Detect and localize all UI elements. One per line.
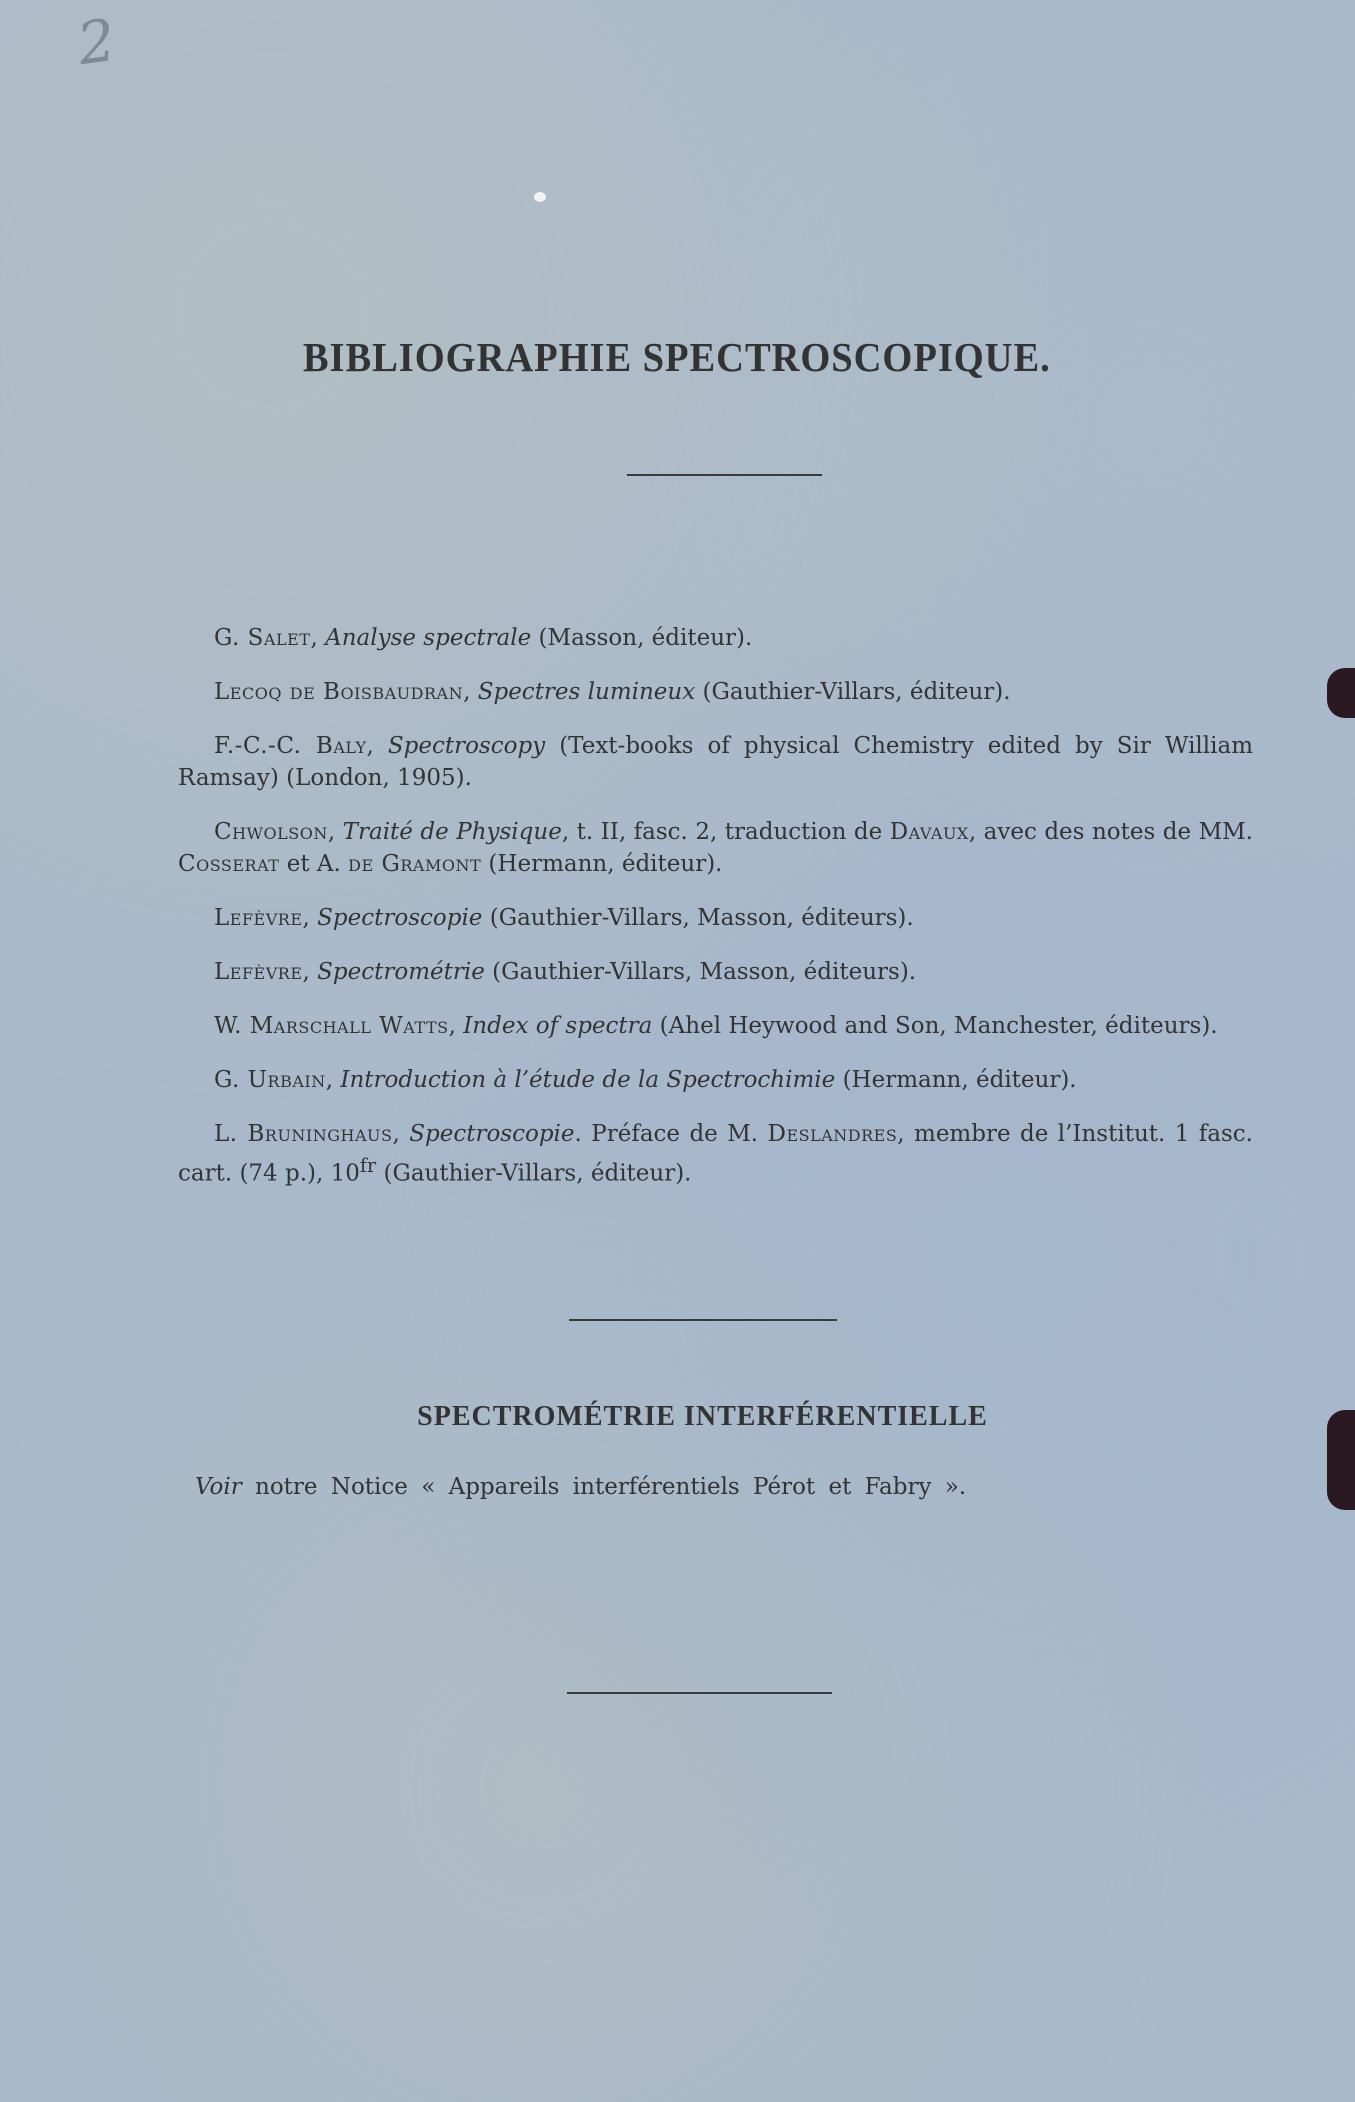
list-item: Lecoq de Boisbaudran, Spectres lumineux (Gauthier-Villars, éditeur).: [214, 679, 1011, 705]
entry-work: Spectres lumineux: [477, 679, 696, 705]
entry-name: Cosserat: [178, 851, 280, 877]
binding-thread-top: [1327, 668, 1355, 718]
list-item: Lefèvre, Spectrométrie (Gauthier-Villars, Masson, éditeurs).: [214, 959, 917, 985]
entry-author: Chwolson: [214, 819, 328, 845]
entry-details: (Ahel Heywood and Son, Manchester, éditeurs).: [652, 1013, 1218, 1039]
list-item: G. Urbain, Introduction à l’étude de la Spectrochimie (Hermann, éditeur).: [214, 1067, 1077, 1093]
entry-name: Deslandres: [767, 1121, 898, 1147]
entry-name: de Gramont: [348, 851, 482, 877]
entry-author: G. Urbain: [214, 1067, 326, 1093]
punch-hole: [534, 192, 546, 202]
section-title: SPECTROMÉTRIE INTERFÉRENTIELLE: [417, 1401, 988, 1432]
entry-details: (Gauthier-Villars, éditeur).: [695, 679, 1011, 705]
entry-work: Spectroscopy: [387, 733, 546, 759]
entry-author: G. Salet: [214, 625, 311, 651]
entry-details: (Gauthier-Villars, Masson, éditeurs).: [482, 905, 914, 931]
entry-details: , membre de l’Institut. 1 fasc. cart. (74 p.), 10: [178, 1121, 1253, 1187]
list-item: Chwolson, Traité de Physique, t. II, fasc. 2, traduction de Davaux, avec des notes de MM. Cosserat et A. de Gramont (Hermann, éditeur).: [178, 819, 1253, 877]
entry-work: Spectroscopie: [409, 1121, 575, 1147]
entry-author: Lefèvre: [214, 905, 303, 931]
divider-rule: [627, 474, 822, 476]
entry-author: W. Marschall Watts: [214, 1013, 449, 1039]
entry-author: Lecoq de Boisbaudran: [214, 679, 464, 705]
entry-work: Introduction à l’étude de la Spectrochimie: [340, 1067, 836, 1093]
entry-work: Analyse spectrale: [325, 625, 532, 651]
divider-rule: [569, 1319, 837, 1321]
list-item: W. Marschall Watts, Index of spectra (Ahel Heywood and Son, Manchester, éditeurs).: [214, 1013, 1218, 1039]
entry-details: . Préface de M.: [574, 1121, 768, 1147]
superscript: fr: [359, 1154, 377, 1177]
entry-details: (Gauthier-Villars, éditeur).: [376, 1160, 692, 1187]
entry-details: (Text-books of physical Chemistry edited by Sir William Ramsay) (London, 1905).: [178, 733, 1254, 791]
divider-rule: [567, 1692, 832, 1694]
handwritten-page-number: 2: [73, 5, 120, 79]
voir-label: Voir: [195, 1474, 242, 1500]
list-item: F.-C.-C. Baly, Spectroscopy (Text-books of physical Chemistry edited by Sir William Ramsay) (London, 1905).: [178, 733, 1254, 791]
entry-details: (Hermann, éditeur).: [481, 851, 723, 877]
section-note-text: notre Notice « Appareils interférentiels Pérot et Fabry ».: [241, 1474, 967, 1500]
list-item: G. Salet, Analyse spectrale (Masson, éditeur).: [214, 625, 753, 651]
entry-work: Index of spectra: [463, 1013, 653, 1039]
entry-work: Traité de Physique: [342, 819, 562, 845]
list-item: Lefèvre, Spectroscopie (Gauthier-Villars, Masson, éditeurs).: [214, 905, 914, 931]
list-item: L. Bruninghaus, Spectroscopie. Préface de M. Deslandres, membre de l’Institut. 1 fasc. cart. (74 p.), $10^{fr}$ (Gauthier-Villars, éditeur).: [178, 1121, 1253, 1187]
entry-details: , t. II, fasc. 2, traduction de: [561, 819, 890, 845]
entry-details: , avec des notes de MM.: [968, 819, 1253, 845]
entry-name: Davaux: [889, 819, 969, 845]
entry-author: L. Bruninghaus: [214, 1121, 393, 1147]
entry-work: Spectrométrie: [317, 959, 485, 985]
entry-details: (Masson, éditeur).: [531, 625, 753, 651]
entry-author: Lefèvre: [214, 959, 303, 985]
page-title: BIBLIOGRAPHIE SPECTROSCOPIQUE.: [302, 334, 1051, 380]
entry-work: Spectroscopie: [317, 905, 483, 931]
entry-details: (Hermann, éditeur).: [835, 1067, 1077, 1093]
section-note: [195, 1474, 966, 1500]
entry-details: (Gauthier-Villars, Masson, éditeurs).: [484, 959, 917, 985]
entry-author: F.-C.-C. Baly: [214, 733, 367, 759]
bibliography-list: [178, 622, 1253, 1212]
entry-details: et A.: [279, 851, 349, 877]
